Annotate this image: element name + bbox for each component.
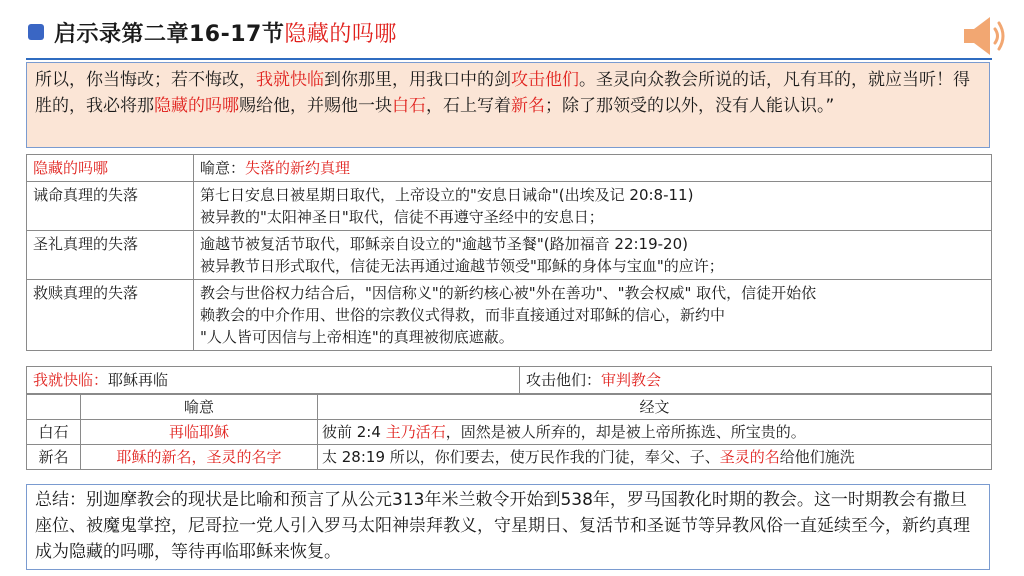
quote-text: ，石上写着 <box>426 96 511 116</box>
content-line: 被异教节日形式取代，信徒无法再通过逾越节领受"耶稣的身体与宝血"的应许； <box>200 257 724 275</box>
row-meaning: 耶稣的新名，圣灵的名字 <box>81 445 318 470</box>
table-row <box>27 182 992 231</box>
verse-tail: 给他们施洗 <box>779 448 855 466</box>
row-content <box>194 182 992 231</box>
quote-highlight: 白石 <box>392 96 426 116</box>
coming-label: 我就快临： <box>33 371 109 389</box>
scripture-quote <box>26 62 990 148</box>
title-bar <box>28 14 397 50</box>
row-verse <box>318 420 992 445</box>
hidden-manna-table <box>26 154 992 351</box>
row-content <box>194 280 992 351</box>
row-meaning: 再临耶稣 <box>81 420 318 445</box>
verse-ref: 太 28:19 <box>322 448 390 466</box>
title-marker <box>28 24 44 40</box>
second-coming-table <box>26 366 992 394</box>
row-label: 救赎真理的失落 <box>27 280 194 351</box>
meaning-cell <box>194 155 992 182</box>
title-main: 启示录第二章16-17节 <box>54 21 285 47</box>
title-highlight: 隐藏的吗哪 <box>284 21 397 47</box>
row-label: 诫命真理的失落 <box>27 182 194 231</box>
coming-value: 耶稣再临 <box>108 371 169 389</box>
coming-cell <box>27 367 520 394</box>
table-header-row <box>27 395 992 420</box>
verse-text: 所以，你们要去，使万民作我的门徒，奉父、子、 <box>389 448 720 466</box>
page-title <box>54 17 397 48</box>
row-label: 圣礼真理的失落 <box>27 231 194 280</box>
row-content <box>194 231 992 280</box>
row-key: 白石 <box>27 420 81 445</box>
verse-text: ，固然是被人所弃的，却是被上帝所拣选、所宝贵的。 <box>445 423 806 441</box>
verse-highlight: 圣灵的名 <box>719 448 780 466</box>
content-line: "人人皆可因信与上帝相连"的真理被彻底遮蔽。 <box>200 328 514 346</box>
verse-ref: 彼前 2:4 <box>322 423 386 441</box>
content-line: 逾越节被复活节取代，耶稣亲自设立的"逾越节圣餐"(路加福音 22:19-20) <box>200 235 689 253</box>
meaning-prefix: 喻意： <box>200 159 246 177</box>
table-row <box>27 231 992 280</box>
summary-box: 总结：别迦摩教会的现状是比喻和预言了从公元313年米兰敕令开始到538年，罗马国教化时期的教会。这一时期教会有撒旦座位、被魔鬼掌控，尼哥拉一党人引入罗马太阳神崇拜教义，守星期日、复活节和圣诞节等异教风俗一直延续至今，新约真理成为隐藏的吗哪，等待再临耶稣来恢复。 <box>26 484 990 570</box>
meaning-value: 失落的新约真理 <box>245 159 351 177</box>
quote-highlight: 攻击他们 <box>511 70 579 90</box>
column-header: 喻意 <box>81 395 318 420</box>
quote-text: 赐给他，并赐他一块 <box>239 96 392 116</box>
content-line: 教会与世俗权力结合后，"因信称义"的新约核心被"外在善功"、"教会权威" 取代，信徒开始依 <box>200 284 817 302</box>
empty-header <box>27 395 81 420</box>
row-label: 隐藏的吗哪 <box>27 155 194 182</box>
table-row <box>27 420 992 445</box>
quote-highlight: 我就快临 <box>256 70 324 90</box>
column-header: 经文 <box>318 395 992 420</box>
quote-text: 所以，你当悔改；若不悔改， <box>35 70 256 90</box>
quote-text: 到你那里，用我口中的剑 <box>324 70 511 90</box>
content-line: 被异教的"太阳神圣日"取代，信徒不再遵守圣经中的安息日； <box>200 208 604 226</box>
table-header-row <box>27 155 992 182</box>
attack-cell <box>520 367 992 394</box>
stone-name-table <box>26 394 992 470</box>
table-row <box>27 280 992 351</box>
verse-highlight: 主乃活石 <box>385 423 446 441</box>
quote-highlight: 新名 <box>511 96 545 116</box>
quote-text: 。圣灵向众教会所说的话，凡有耳的，就应当听！得胜的，我必将那 <box>35 70 970 116</box>
table-row <box>27 445 992 470</box>
row-key: 新名 <box>27 445 81 470</box>
content-line: 赖教会的中介作用、世俗的宗教仪式得救，而非直接通过对耶稣的信心，新约中 <box>200 306 726 324</box>
row-verse <box>318 445 992 470</box>
attack-value: 审判教会 <box>601 371 662 389</box>
quote-text: ；除了那领受的以外，没有人能认识。” <box>545 96 835 116</box>
attack-label: 攻击他们： <box>526 371 602 389</box>
table-row <box>27 367 992 394</box>
content-line: 第七日安息日被星期日取代，上帝设立的"安息日诫命"(出埃及记 20:8-11) <box>200 186 694 204</box>
quote-highlight: 隐藏的吗哪 <box>154 96 239 116</box>
title-divider <box>26 58 992 60</box>
speaker-icon[interactable] <box>962 14 1008 58</box>
